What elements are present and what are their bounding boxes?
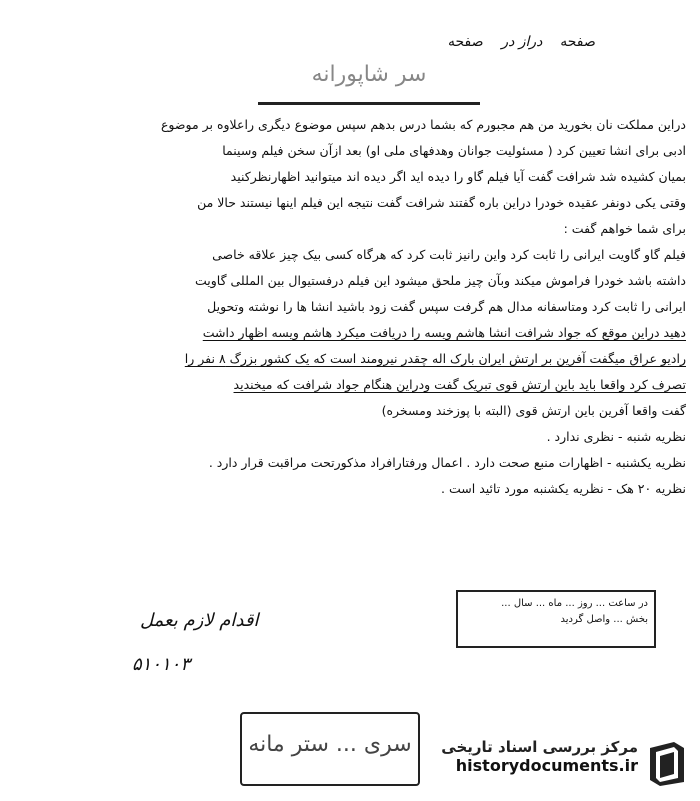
- receipt-stamp-line: در ساعت ... روز ... ماه ... سال ...: [501, 598, 648, 609]
- body-line: رادیو عراق میگفت آفرین بر ارتش ایران بارک اله چقدر نیرومند است که یک کشور بزرگ ۸ نفر را: [184, 351, 686, 366]
- body-line: گفت واقعا آفرین باین ارتش قوی (البته با پوزخند ومسخره): [381, 403, 686, 418]
- header-handwritten: دراز در: [501, 34, 543, 50]
- classification-stamp: [258, 62, 480, 105]
- body-line: دهید دراین موقع که جواد شرافت انشا هاشم ویسه را دریافت میکرد هاشم ویسه اظهار داشت: [202, 325, 686, 340]
- body-line: داشته باشد خودرا فراموش میکند وبآن چیز ملحق میشود این فیلم درفستیوال بین المللی گاویت: [194, 273, 686, 288]
- body-line: برای شما خواهم گفت :: [563, 221, 686, 236]
- bottom-stamp-text: سری ... ستر مانه: [248, 732, 412, 757]
- watermark-url: historydocuments.ir: [455, 756, 638, 775]
- archive-logo-icon: [644, 738, 690, 788]
- opinion-line: نظریه یکشنبه - اظهارات منبع صحت دارد . اعمال ورفتارافراد مذکورتحت مراقبت قرار دارد .: [208, 455, 686, 470]
- handwritten-signature: اقدام لازم بعمل: [140, 610, 259, 631]
- classification-stamp-text: سر شاپورانه: [311, 62, 427, 87]
- body-line: وقتی یکی دونفر عقیده خودرا دراین باره گفتند شرافت گفت نتیجه این فیلم اینها نیستند حالا من: [197, 195, 686, 210]
- opinion-line: نظریه شنبه - نظری ندارد .: [546, 429, 686, 444]
- opinion-line: نظریه ۲۰ هک - نظریه یکشنبه مورد تائید است .: [441, 481, 686, 496]
- receipt-stamp-line: بخش ... واصل گردید: [560, 614, 648, 625]
- document-body: [10, 112, 686, 502]
- body-line: بمیان کشیده شد شرافت گفت آیا فیلم گاو را دیده اید اگر دیده اند میتوانید اظهارنظرکنید: [230, 169, 686, 184]
- watermark-title: مرکز بررسی اسناد تاریخی: [441, 738, 638, 756]
- header-label: صفحه: [560, 34, 596, 50]
- page-header: [448, 34, 596, 50]
- body-line: ایرانی را ثابت کرد ومتاسفانه مدال هم گرفت سپس گفت زود باشید انشا ها را نوشته وتحویل: [207, 299, 686, 314]
- body-line: دراین مملکت نان بخورید من هم مجبورم که بشما درس بدهم سپس موضوع دیگری راعلاوه بر موضوع: [160, 117, 686, 132]
- header-label-2: صفحه: [448, 34, 484, 50]
- bottom-classification-stamp: [240, 712, 420, 786]
- handwritten-number: ۵۱۰۱۰۳: [132, 654, 191, 675]
- body-line: تصرف کرد واقعا باید باین ارتش قوی تبریک گفت ودراین هنگام جواد شرافت که میخندید: [233, 377, 686, 392]
- body-line: ادبی برای انشا تعیین کرد ( مسئولیت جوانان وهدفهای ملی او) بعد ازآن سخن فیلم وسینما: [222, 143, 686, 158]
- receipt-stamp: [456, 590, 656, 648]
- body-line: فیلم گاو گاویت ایرانی را ثابت کرد واین رانیز ثابت کرد که هرگاه کسی بیک چیز علاقه خاصی: [212, 247, 686, 262]
- watermark: [438, 738, 696, 796]
